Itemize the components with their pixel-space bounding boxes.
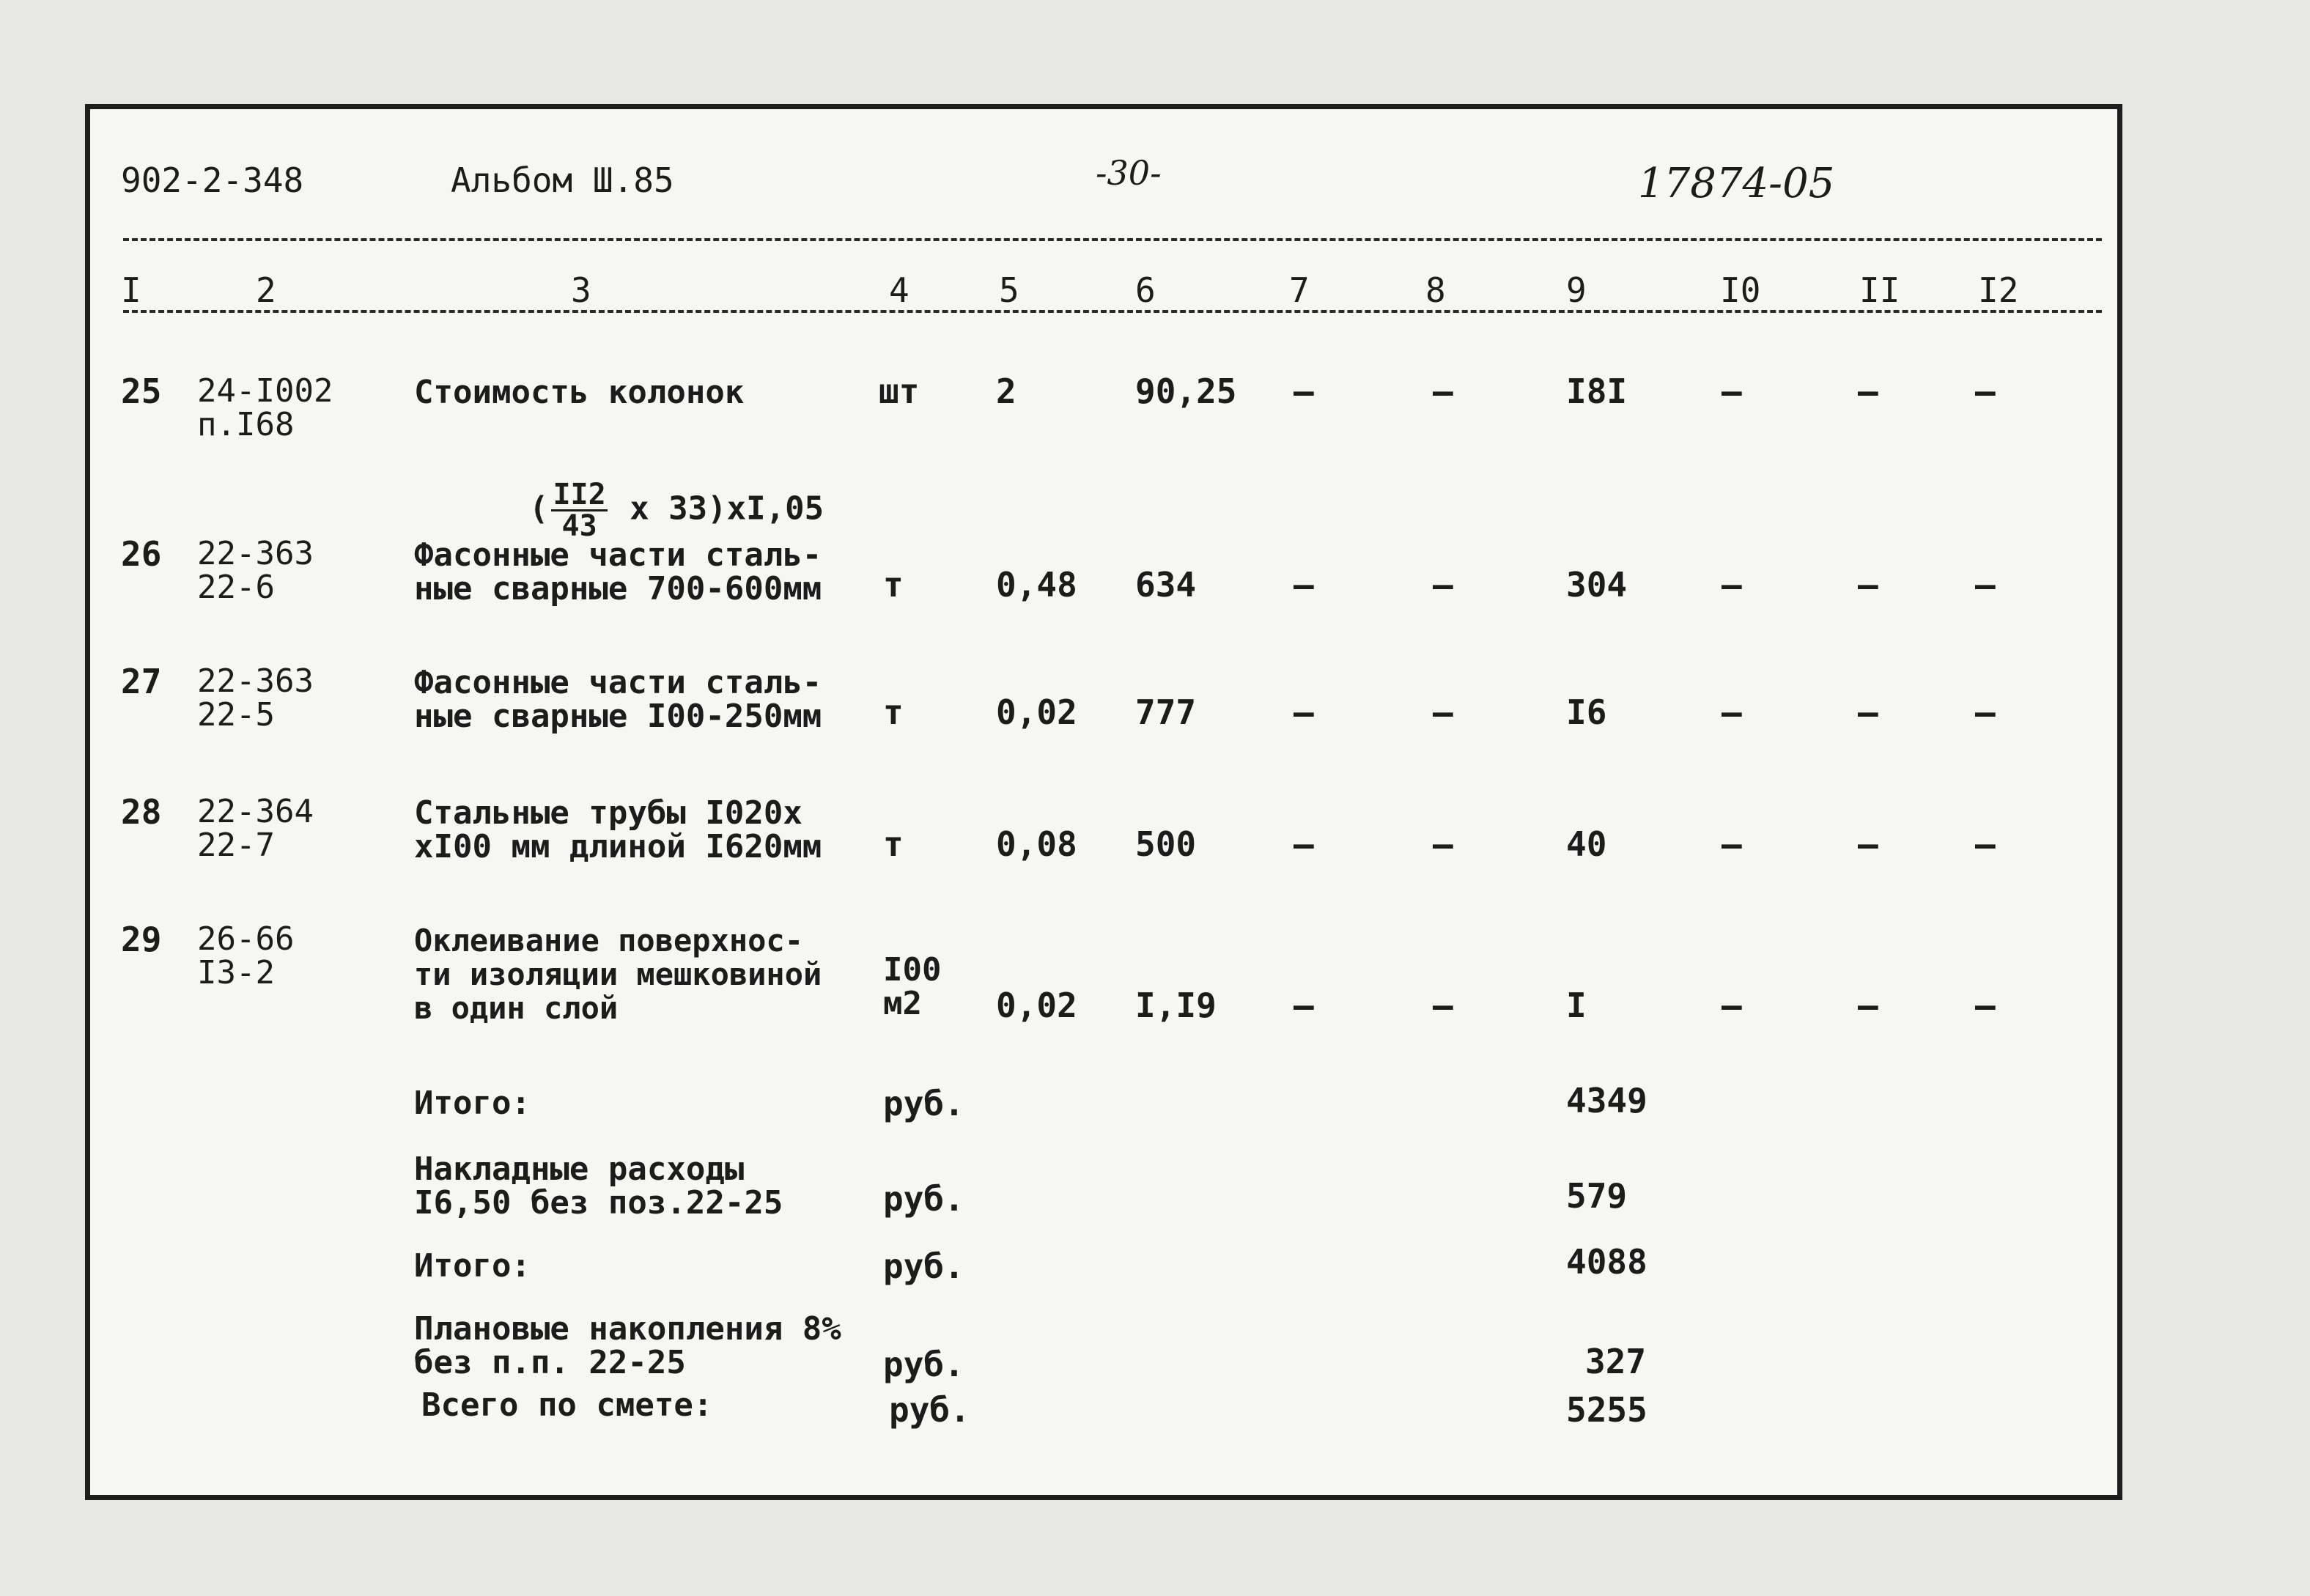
row-quantity: 2: [996, 372, 1016, 411]
columns-divider: [123, 310, 2102, 313]
formula-numerator: II2: [553, 478, 606, 511]
col-12: I2: [1978, 270, 2019, 310]
row-col7: –: [1294, 372, 1314, 411]
formula-denominator: 43: [561, 509, 597, 543]
col-11: II: [1859, 270, 1900, 310]
row-unit: т: [883, 824, 904, 864]
col-1: I: [121, 270, 141, 310]
row-col11: –: [1858, 986, 1878, 1025]
row-unit-price: 90,25: [1135, 372, 1237, 411]
formula-rest: x 33)xI,05: [610, 489, 824, 528]
summary-label: Всего по смете:: [421, 1386, 713, 1424]
row-col10: –: [1722, 824, 1742, 864]
row-col10: –: [1722, 692, 1742, 732]
row-col12: –: [1975, 986, 1996, 1025]
row-col7: –: [1294, 824, 1314, 864]
row-col7: –: [1294, 986, 1314, 1025]
row-unit-price: I,I9: [1135, 986, 1217, 1025]
col-10: I0: [1720, 270, 1761, 310]
row-unit: т: [883, 565, 904, 605]
row-unit-price: 777: [1135, 692, 1197, 732]
row-col10: –: [1722, 986, 1742, 1025]
row-number: 28: [121, 792, 162, 832]
row-reference: 22-364 22-7: [197, 793, 314, 864]
row-quantity: 0,02: [996, 986, 1077, 1025]
col-5: 5: [999, 270, 1019, 310]
row-unit: т: [883, 692, 904, 732]
row-number: 27: [121, 662, 162, 701]
row-col12: –: [1975, 372, 1996, 411]
row-col7: –: [1294, 565, 1314, 605]
row-col11: –: [1858, 692, 1878, 732]
row-total: I: [1566, 986, 1587, 1025]
summary-unit: руб.: [889, 1390, 970, 1430]
summary-label: Итого:: [414, 1247, 531, 1285]
row-col8: –: [1433, 565, 1453, 605]
formula-fraction: [551, 480, 607, 541]
page-number: -30-: [1096, 153, 1162, 193]
col-4: 4: [889, 270, 909, 310]
row-reference: 26-66 I3-2: [197, 920, 295, 991]
row-col8: –: [1433, 692, 1453, 732]
row-col11: –: [1858, 565, 1878, 605]
summary-unit: руб.: [883, 1345, 964, 1384]
row-col8: –: [1433, 986, 1453, 1025]
summary-label: Накладные расходы I6,50 без поз.22-25: [414, 1150, 783, 1222]
row-unit: I00 м2: [883, 951, 942, 1022]
row-quantity: 0,02: [996, 692, 1077, 732]
row-total: I6: [1566, 692, 1607, 732]
summary-value: 579: [1566, 1176, 1628, 1216]
row-col10: –: [1722, 565, 1742, 605]
col-2: 2: [256, 270, 276, 310]
summary-value: 4349: [1566, 1081, 1647, 1120]
formula-open: (: [528, 489, 549, 528]
header-divider: [123, 238, 2102, 241]
row-description: Оклеивание поверхнос- ти изоляции мешковиной в один слой: [414, 923, 822, 1026]
row-number: 26: [121, 534, 162, 574]
document-sheet: [85, 104, 2122, 1500]
row-number: 25: [121, 372, 162, 411]
col-3: 3: [571, 270, 591, 310]
summary-value: 5255: [1566, 1390, 1647, 1430]
row-col11: –: [1858, 372, 1878, 411]
summary-label: Итого:: [414, 1085, 531, 1122]
row-col12: –: [1975, 565, 1996, 605]
row-total: 40: [1566, 824, 1607, 864]
row-description: Фасонные части сталь- ные сварные 700-600мм: [414, 536, 822, 607]
row-number: 29: [121, 920, 162, 959]
doc-number: 17874-05: [1638, 160, 1835, 207]
summary-label: Плановые накопления 8% без п.п. 22-25: [414, 1310, 841, 1381]
summary-unit: руб.: [883, 1246, 964, 1286]
summary-unit: руб.: [883, 1084, 964, 1123]
summary-unit: руб.: [883, 1179, 964, 1219]
col-6: 6: [1135, 270, 1156, 310]
row-unit-price: 634: [1135, 565, 1197, 605]
row-col11: –: [1858, 824, 1878, 864]
row-reference: 22-363 22-6: [197, 535, 314, 606]
summary-value: 327: [1585, 1342, 1647, 1381]
row-description: Стоимость колонок: [414, 374, 745, 411]
summary-value: 4088: [1566, 1242, 1647, 1282]
row-total: I8I: [1566, 372, 1628, 411]
row-col8: –: [1433, 824, 1453, 864]
row-col10: –: [1722, 372, 1742, 411]
col-7: 7: [1289, 270, 1310, 310]
row-reference: 22-363 22-5: [197, 662, 314, 734]
row-col12: –: [1975, 692, 1996, 732]
row-unit: шт: [879, 372, 920, 411]
row-unit-price: 500: [1135, 824, 1197, 864]
row-quantity: 0,08: [996, 824, 1077, 864]
col-8: 8: [1425, 270, 1446, 310]
row-description: Стальные трубы I020x xI00 мм длиной I620мм: [414, 794, 822, 865]
row-col12: –: [1975, 824, 1996, 864]
col-9: 9: [1566, 270, 1587, 310]
row-quantity: 0,48: [996, 565, 1077, 605]
row-description: Фасонные части сталь- ные сварные I00-250мм: [414, 664, 822, 735]
row-total: 304: [1566, 565, 1628, 605]
album-label: Альбом Ш.85: [451, 160, 674, 200]
row-col7: –: [1294, 692, 1314, 732]
doc-code: 902-2-348: [121, 160, 304, 200]
row-reference: 24-I002 п.I68: [197, 372, 333, 443]
row-col8: –: [1433, 372, 1453, 411]
